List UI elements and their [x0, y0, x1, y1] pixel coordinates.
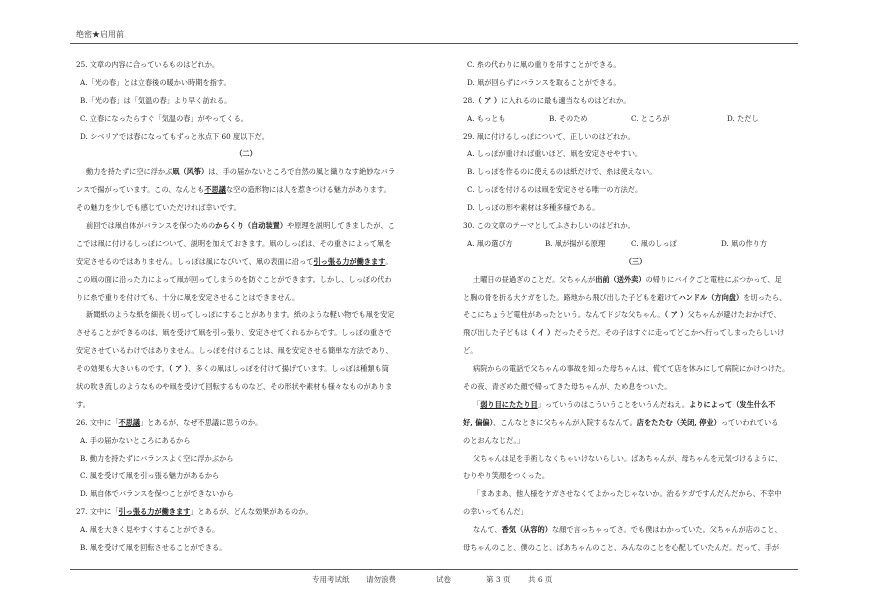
section-2-heading: （二） [235, 149, 257, 159]
q30-option-b: B. 凧が揚がる原理 [545, 238, 606, 248]
passage-2-line: この凧の面に沿った力によって凧が回ってしまうのを防ぐことができます。しかし、しっぽの代わ [76, 274, 392, 284]
question-25: 25. 文章の内容に合っているものはどれか。 [76, 60, 220, 69]
passage-3-line: なんて、香気（从容的）な顔で言っちゃってさ。でも僕はわかっていた。父ちゃんが店のこと、 [473, 525, 782, 535]
section-3-heading: （三） [624, 256, 647, 266]
question-30: 30. この文章のテーマとしてふさわしいのはどれか。 [463, 221, 635, 231]
question-27: 27. 文中に「引っ張る力が働きます」とあるが、どんな効果があるのか。 [76, 507, 313, 517]
passage-3-line: 病院からの電話で父ちゃんの事故を知った母ちゃんは、慌てて店を休みにして病院にかけつけた。 [473, 364, 790, 374]
passage-3-line: のとおんなじだ。」 [463, 435, 525, 445]
question-29: 29. 凧に付けるしっぽについて、正しいのはどれか。 [463, 131, 635, 141]
passage-3-line: 「まあまあ、他人様をケガさせなくてよかったじゃないか。治るケガですんだんだから、不幸中 [473, 489, 782, 499]
q28-options [463, 114, 808, 123]
passage-2-line: 前回では凧自体がバランスを保つためのからくり（自动装置）や原理を説明してきましたが、こ [86, 221, 395, 231]
q30-option-a: A. 凧の選び方 [467, 238, 513, 248]
header-divider [70, 43, 798, 44]
passage-2-line: 状の吹き流しのようなものや凧を受けて回転するものなど、その形状や素材も様々なものがありま [76, 382, 393, 392]
q28-option-c: C. ところが [631, 113, 670, 123]
passage-3-line: 好, 偏偏）、こんなときに父ちゃんが入院するなんて。店をたたむ（关闭, 停业）っていわれている [463, 417, 779, 427]
passage-2-line: 新聞紙のような紙を細長く切ってしっぽにすることがあります。紙のような軽い物でも凧を安定 [86, 310, 395, 320]
q30-options [463, 239, 808, 248]
q29-option-c: C. しっぽを付けるのは凧を安定させる唯一の方法だ。 [467, 185, 643, 195]
q26-option-d: D. 凧自体でバランスを保つことができないから [80, 489, 234, 499]
q26-option-a: A. 手の届かないところにあるから [80, 435, 191, 445]
passage-2-line: その魅力を少しでも感じていただければ幸いです。 [76, 203, 241, 213]
q27-option-b: B. 凧を受けて凧を回転させることができる。 [80, 543, 227, 553]
q27-option-d: D. 凧が回らずにバランスを取ることができる。 [467, 77, 621, 87]
passage-2-line: その効果も大きいものです。（ ア ）、多くの凧はしっぽを付けて揚げています。しっぽは種類も筒 [76, 364, 389, 374]
q30-option-d: D. 凧の作り方 [721, 238, 768, 248]
q29-option-b: B. しっぽを作るのに使えるのは紙だけで、糸は使えない。 [467, 167, 657, 177]
q26-option-c: C. 風を受けて凧を引っ張る魅力があるから [80, 471, 220, 481]
passage-3-line: むりやり笑顔をつくった。 [463, 471, 550, 481]
passage-2-line: 安定させているわけではありません。しっぽを付けることは、凧を安定させる簡単な方法であり、 [76, 346, 393, 356]
left-column [76, 60, 416, 561]
footer-total-pages: 共 6 页 [528, 575, 553, 584]
q25-option-a: A.「光の春」とは立春後の暖かい時期を指す。 [80, 77, 231, 87]
passage-3-line: そこにちょうど電柱があったという。なんてドジな父ちゃん。（ ア ）父ちゃんが避けたおかげで、 [463, 310, 781, 320]
passage-2-line: こでは凧に付けるしっぽについて、説明を加えておきます。凧のしっぽは、その重さによって凧を [76, 238, 392, 248]
question-28: 28.（ ア ）に入れるのに最も適当なものはどれか。 [463, 95, 631, 105]
passage-2-line: 安定させるのではありません。しっぽは風になびいて、凧の表面に沿って引っ張る力が働きます。 [76, 256, 393, 266]
passage-3-line: の幸いってもんだ」 [463, 507, 528, 517]
footer-waste: 请勿浪费 [366, 575, 396, 584]
q29-option-a: A. しっぽが重ければ重いほど、凧を安定させやすい。 [467, 149, 643, 159]
q30-option-c: C. 凧のしっぽ [631, 238, 677, 248]
q25-option-b: B.「光の春」は「気温の春」より早く訪れる。 [80, 95, 232, 105]
q28-option-a: A. もっとも [467, 113, 506, 123]
passage-2-line: 動力を持たずに空に浮かぶ凧（风筝）は、手の届かないところで自然の風と織りなす絶妙なバラ [86, 167, 396, 177]
q25-option-c: C. 立春になったらすぐ「気温の春」がやってくる。 [80, 113, 248, 123]
passage-3-line: ど。 [463, 346, 478, 356]
footer-divider [70, 569, 798, 570]
q28-option-b: B. そのため [549, 113, 588, 123]
q25-option-d: D. シベリアでは春になってもずっと氷点下 60 度以下だ。 [80, 131, 269, 141]
passage-3-line: 「弱り目にたたり目」っていうのはこういうことをいうんだねえ。よりによって（发生什么不 [473, 399, 776, 409]
footer-paper: 专用考试纸 [312, 575, 350, 584]
q28-option-d: D. ただし [727, 113, 759, 123]
passage-3-line: その夜、青ざめた顔で帰ってきた母ちゃんが、ため息をついた。 [463, 382, 672, 392]
footer-label: 试卷 [436, 575, 451, 584]
passage-2-line: す。 [76, 399, 90, 409]
q27-option-c: C. 糸の代わりに凧の重りを吊すことができる。 [467, 60, 621, 69]
footer-page-number: 第 3 页 [486, 575, 511, 584]
passage-3-line: 飛び出した子どもは（ イ ）だったそうだ。その子はすぐに走ってどこかへ行ってしまったらしいけ [463, 328, 785, 338]
q29-option-d: D. しっぽの形や素材は多種多様である。 [467, 203, 600, 213]
passage-3-line: 母ちゃんのこと、僕のこと、ばあちゃんのこと、みんなのことを心配していたんだ。だって、手が [463, 543, 780, 553]
q26-option-b: B. 動力を持たずにバランスよく空に浮かぶから [80, 453, 234, 463]
passage-2-line: りに糸で重りを付けても、十分に凧を安定させることはできません。 [76, 292, 300, 302]
right-column [463, 60, 808, 561]
passage-3-line: 土曜日の昼過ぎのことだ。父ちゃんが出前（送外卖）の帰りにバイクごと電柱にぶつかって、足 [473, 274, 782, 284]
question-26: 26. 文中に「不思議」とあるが、なぜ不思議に思うのか。 [76, 417, 263, 427]
passage-2-line: ンスで揚がっています。この、なんとも不思議な空の造形物には人を惹きつける魅力があります。 [76, 185, 391, 195]
confidential-label: 绝密★启用前 [76, 30, 124, 39]
passage-3-line: 父ちゃんは足を手術しなくちゃいけないらしい。ばあちゃんが、母ちゃんを元気づけるように、 [473, 453, 783, 463]
q27-option-a: A. 凧を大きく見やすくすることができる。 [80, 525, 220, 535]
passage-2-line: させることができるのは、凧を受けて凧を引っ張り、安定させてくれるからです。しっぽの重さで [76, 328, 392, 338]
passage-3-line: と胸の骨を折る大ケガをした。路地から飛び出した子どもを避けてハンドル（方向盘）を切ったら、 [463, 292, 787, 302]
